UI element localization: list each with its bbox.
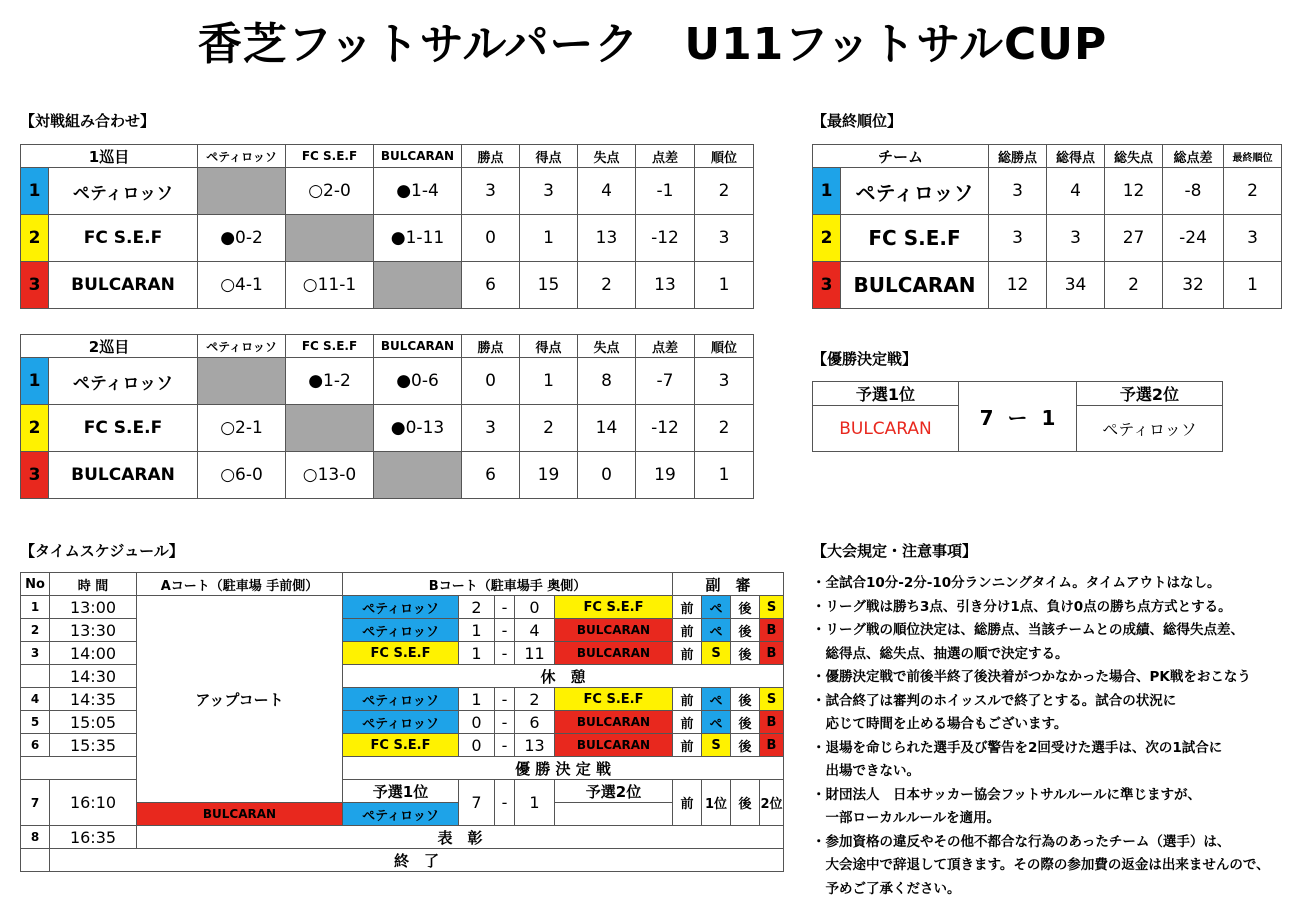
rule-line: 大会途中で辞退して頂きます。その際の参加費の返金は出来ませんので、 [812, 857, 1270, 873]
goal-diff: 19 [636, 452, 695, 499]
rule-line: ・財団法人 日本サッカー協会フットサルルールに準じますが、 [812, 786, 1202, 803]
ref-second: 後 [731, 642, 760, 665]
header-no: No [21, 573, 50, 596]
home-team: ペティロッソ [343, 711, 459, 734]
ref-second: 後 [731, 596, 760, 619]
goals-against: 2 [1105, 262, 1163, 309]
match-result: ○13-0 [286, 452, 374, 499]
final-score [959, 382, 1077, 452]
ref-first: 前 [673, 619, 702, 642]
team-name: BULCARAN [49, 452, 198, 499]
match-time: 15:05 [50, 711, 137, 734]
matches-section-title: 【対戦組み合わせ】 [20, 112, 156, 130]
ref-first-team: S [702, 734, 731, 757]
empty-cell [374, 452, 462, 499]
goal-diff: 32 [1163, 262, 1224, 309]
break-no [21, 665, 50, 688]
goals-against: 14 [578, 405, 636, 452]
match-no: 1 [21, 596, 50, 619]
break-label: 休 憩 [343, 665, 784, 688]
ref-second-team: B [760, 711, 784, 734]
team-number: 2 [21, 405, 49, 452]
table-row [21, 849, 784, 872]
match-time: 16:10 [50, 780, 137, 826]
team-name: BULCARAN [49, 262, 198, 309]
match-time: 13:30 [50, 619, 137, 642]
round1-header-team1: ペティロッソ [198, 145, 286, 168]
home-score: 0 [459, 734, 495, 757]
round2-header-goal-diff: 点差 [636, 335, 695, 358]
ref-first-team: ペ [702, 711, 731, 734]
match-time: 15:35 [50, 734, 137, 757]
table-row [21, 619, 784, 642]
match-time: 16:35 [50, 826, 137, 849]
table-row [21, 452, 754, 499]
goal-diff: -1 [636, 168, 695, 215]
round2-header-goals-against: 失点 [578, 335, 636, 358]
table-row [813, 262, 1282, 309]
home-team: ペティロッソ [343, 688, 459, 711]
empty-cell [374, 262, 462, 309]
rank: 1 [695, 262, 754, 309]
goals-for: 34 [1047, 262, 1105, 309]
match-result: ○2-0 [286, 168, 374, 215]
ref-first: 前 [673, 711, 702, 734]
standings-header-goals-for: 総得点 [1047, 145, 1105, 168]
standings-header-goals-against: 総失点 [1105, 145, 1163, 168]
round2-header-team2: FC S.E.F [286, 335, 374, 358]
goals-against: 27 [1105, 215, 1163, 262]
final-section-label: 優 勝 決 定 戦 [343, 757, 784, 780]
match-result: ●0-13 [374, 405, 462, 452]
away-score: 11 [515, 642, 555, 665]
rule-line: 一部ローカルルールを適用。 [812, 810, 1001, 826]
final-spacer [21, 757, 137, 780]
rules-section-title: 【大会規定・注意事項】 [812, 542, 978, 560]
award-label: 表 彰 [137, 826, 784, 849]
table-row [21, 215, 754, 262]
match-no: 6 [21, 734, 50, 757]
home-score: 1 [459, 642, 495, 665]
round2-header-team3: BULCARAN [374, 335, 462, 358]
match-result: ○11-1 [286, 262, 374, 309]
home-team: ペティロッソ [343, 596, 459, 619]
standings-table [812, 144, 1282, 309]
round2-header-points: 勝点 [462, 335, 520, 358]
away-score: 0 [515, 596, 555, 619]
table-row [21, 711, 784, 734]
header-time: 時 間 [50, 573, 137, 596]
header-referee: 副 審 [673, 573, 784, 596]
score-dash: - [495, 642, 515, 665]
goal-diff: -12 [636, 215, 695, 262]
empty-cell [286, 405, 374, 452]
goals-for: 3 [1047, 215, 1105, 262]
standings-header-points: 総勝点 [989, 145, 1047, 168]
team-number: 2 [813, 215, 841, 262]
rule-line: ・リーグ戦は勝ち3点、引き分け1点、負け0点の勝ち点方式とする。 [812, 598, 1232, 615]
table-row [813, 168, 1282, 215]
rule-line: ・リーグ戦の順位決定は、総勝点、当該チームとの成績、総得失点差、 [812, 622, 1244, 638]
round1-table [20, 144, 754, 309]
round1-header-rank: 順位 [695, 145, 754, 168]
team-name: FC S.E.F [49, 215, 198, 262]
ref-first-team: ペ [702, 619, 731, 642]
rules-list [812, 572, 1270, 901]
round1-header-points: 勝点 [462, 145, 520, 168]
team-name: BULCARAN [841, 262, 989, 309]
empty-cell [198, 168, 286, 215]
match-no: 3 [21, 642, 50, 665]
final-left-team: BULCARAN [813, 406, 959, 452]
final-score-left: 7 [979, 406, 994, 430]
table-row [21, 826, 784, 849]
ref-second: 後 [731, 619, 760, 642]
goals-against: 12 [1105, 168, 1163, 215]
away-score: 13 [515, 734, 555, 757]
score-dash: - [495, 619, 515, 642]
match-result: ○4-1 [198, 262, 286, 309]
goal-diff: -24 [1163, 215, 1224, 262]
score-dash: - [495, 596, 515, 619]
final-match-table [812, 381, 1223, 452]
round1-header-goal-diff: 点差 [636, 145, 695, 168]
table-row [813, 215, 1282, 262]
home-team: ペティロッソ [343, 619, 459, 642]
ref-second-team: B [760, 734, 784, 757]
rank: 1 [695, 452, 754, 499]
team-number: 2 [21, 215, 49, 262]
ref-second-team: 2位 [760, 780, 784, 826]
points: 3 [989, 215, 1047, 262]
goals-against: 2 [578, 262, 636, 309]
home-score: 1 [459, 688, 495, 711]
final-right-label: 予選2位 [1077, 382, 1223, 406]
standings-header-rank: 最終順位 [1224, 145, 1282, 168]
ref-first-team: 1位 [702, 780, 731, 826]
away-score: 2 [515, 688, 555, 711]
page-title: 香芝フットサルパーク U11フットサルCUP [197, 19, 1108, 70]
rank: 3 [1224, 215, 1282, 262]
rule-line: ・退場を命じられた選手及び警告を2回受けた選手は、次の1試合に [812, 739, 1223, 756]
table-row [21, 757, 784, 780]
ref-second: 後 [731, 734, 760, 757]
team-number: 3 [21, 262, 49, 309]
points: 0 [462, 215, 520, 262]
ref-second: 後 [731, 711, 760, 734]
home-score: 7 [459, 780, 495, 826]
final-match-section-title: 【優勝決定戦】 [812, 350, 918, 368]
away-score: 4 [515, 619, 555, 642]
table-row [21, 405, 754, 452]
ref-second: 後 [731, 780, 760, 826]
round1-header-goals-against: 失点 [578, 145, 636, 168]
round1-header-team2: FC S.E.F [286, 145, 374, 168]
table-row [21, 780, 784, 803]
ref-second: 後 [731, 688, 760, 711]
goals-for: 1 [520, 215, 578, 262]
final-qual2-team: ペティロッソ [343, 803, 459, 826]
match-result: ●0-2 [198, 215, 286, 262]
rule-line: 出場できない。 [812, 763, 920, 779]
goals-for: 19 [520, 452, 578, 499]
table-row [21, 168, 754, 215]
match-result: ○6-0 [198, 452, 286, 499]
rule-line: 応じて時間を止める場合もございます。 [812, 716, 1068, 732]
goals-for: 1 [520, 358, 578, 405]
table-row [21, 262, 754, 309]
team-name: FC S.E.F [841, 215, 989, 262]
match-time: 13:00 [50, 596, 137, 619]
final-score-right: 1 [1041, 406, 1056, 430]
table-row [21, 688, 784, 711]
rank: 2 [695, 405, 754, 452]
points: 0 [462, 358, 520, 405]
team-number: 1 [21, 358, 49, 405]
standings-header-team: チーム [813, 145, 989, 168]
final-score-dash: ー [1007, 406, 1028, 430]
match-result: ●0-6 [374, 358, 462, 405]
points: 3 [462, 168, 520, 215]
points: 3 [989, 168, 1047, 215]
away-score: 1 [515, 780, 555, 826]
goals-against: 0 [578, 452, 636, 499]
standings-header-goal-diff: 総点差 [1163, 145, 1224, 168]
empty-cell [198, 358, 286, 405]
ref-first: 前 [673, 780, 702, 826]
points: 12 [989, 262, 1047, 309]
ref-first-team: S [702, 642, 731, 665]
final-rank-section-title: 【最終順位】 [812, 112, 903, 130]
goal-diff: -8 [1163, 168, 1224, 215]
goals-for: 3 [520, 168, 578, 215]
points: 6 [462, 452, 520, 499]
final-qual1-team: BULCARAN [137, 803, 343, 826]
empty-cell [286, 215, 374, 262]
away-score: 6 [515, 711, 555, 734]
round2-header-team1: ペティロッソ [198, 335, 286, 358]
break-time: 14:30 [50, 665, 137, 688]
goals-for: 15 [520, 262, 578, 309]
goal-diff: -12 [636, 405, 695, 452]
a-court-label: アップコート [137, 596, 343, 803]
team-name: ペティロッソ [49, 168, 198, 215]
home-score: 2 [459, 596, 495, 619]
rank: 1 [1224, 262, 1282, 309]
round1-header-goals-for: 得点 [520, 145, 578, 168]
score-dash: - [495, 688, 515, 711]
match-no: 5 [21, 711, 50, 734]
final-qual1-label: 予選1位 [343, 780, 459, 803]
ref-first: 前 [673, 642, 702, 665]
round1-header-team3: BULCARAN [374, 145, 462, 168]
match-result: ●1-2 [286, 358, 374, 405]
rule-line: ・参加資格の違反やその他不都合な行為のあったチーム（選手）は、 [812, 833, 1231, 850]
away-team: FC S.E.F [555, 688, 673, 711]
ref-first-team: ペ [702, 596, 731, 619]
goals-against: 8 [578, 358, 636, 405]
match-no: 4 [21, 688, 50, 711]
team-name: ペティロッソ [841, 168, 989, 215]
table-row [21, 358, 754, 405]
final-qual2-label: 予選2位 [555, 780, 673, 803]
round1-header-label: 1巡目 [21, 145, 198, 168]
round2-header-rank: 順位 [695, 335, 754, 358]
rank: 3 [695, 215, 754, 262]
goal-diff: 13 [636, 262, 695, 309]
away-team: BULCARAN [555, 711, 673, 734]
end-label: 終 了 [50, 849, 784, 872]
away-team: FC S.E.F [555, 596, 673, 619]
ref-first: 前 [673, 596, 702, 619]
home-score: 1 [459, 619, 495, 642]
team-number: 1 [21, 168, 49, 215]
ref-second-team: S [760, 596, 784, 619]
match-result: ●1-4 [374, 168, 462, 215]
goals-against: 4 [578, 168, 636, 215]
final-left-label: 予選1位 [813, 382, 959, 406]
away-team: BULCARAN [555, 619, 673, 642]
match-no: 2 [21, 619, 50, 642]
match-time: 14:35 [50, 688, 137, 711]
end-spacer [21, 849, 50, 872]
schedule-table [20, 572, 784, 872]
ref-second-team: S [760, 688, 784, 711]
rule-line: 予めご了承ください。 [812, 880, 961, 897]
points: 3 [462, 405, 520, 452]
table-row [21, 734, 784, 757]
rule-line: ・試合終了は審判のホイッスルで終了とする。試合の状況に [812, 692, 1177, 709]
score-dash: - [495, 780, 515, 826]
home-team: FC S.E.F [343, 642, 459, 665]
ref-first-team: ペ [702, 688, 731, 711]
rule-line: ・優勝決定戦で前後半終了後決着がつかなかった場合、PK戦をおこなう [812, 669, 1251, 685]
match-no: 8 [21, 826, 50, 849]
round2-header-label: 2巡目 [21, 335, 198, 358]
team-name: ペティロッソ [49, 358, 198, 405]
match-no: 7 [21, 780, 50, 826]
team-name: FC S.E.F [49, 405, 198, 452]
home-score: 0 [459, 711, 495, 734]
schedule-section-title: 【タイムスケジュール】 [20, 542, 184, 560]
goal-diff: -7 [636, 358, 695, 405]
score-dash: - [495, 711, 515, 734]
rank: 3 [695, 358, 754, 405]
final-right-team: ペティロッソ [1077, 406, 1223, 452]
round2-table [20, 334, 754, 499]
header-a-court: Aコート（駐車場 手前側） [137, 573, 343, 596]
away-team: BULCARAN [555, 734, 673, 757]
match-result: ●1-11 [374, 215, 462, 262]
ref-first: 前 [673, 734, 702, 757]
rule-line: 総得点、総失点、抽選の順で決定する。 [812, 645, 1069, 662]
table-row [21, 642, 784, 665]
goals-for: 4 [1047, 168, 1105, 215]
team-number: 1 [813, 168, 841, 215]
home-team: FC S.E.F [343, 734, 459, 757]
points: 6 [462, 262, 520, 309]
match-time: 14:00 [50, 642, 137, 665]
ref-second-team: B [760, 619, 784, 642]
header-b-court: Bコート（駐車場手 奥側） [343, 573, 673, 596]
match-result: ○2-1 [198, 405, 286, 452]
team-number: 3 [21, 452, 49, 499]
rule-line: ・全試合10分-2分-10分ランニングタイム。タイムアウトはなし。 [812, 575, 1221, 591]
score-dash: - [495, 734, 515, 757]
ref-first: 前 [673, 688, 702, 711]
ref-second-team: B [760, 642, 784, 665]
rank: 2 [695, 168, 754, 215]
goals-for: 2 [520, 405, 578, 452]
rank: 2 [1224, 168, 1282, 215]
goals-against: 13 [578, 215, 636, 262]
table-row [21, 596, 784, 619]
away-team: BULCARAN [555, 642, 673, 665]
table-row [21, 665, 784, 688]
team-number: 3 [813, 262, 841, 309]
round2-header-goals-for: 得点 [520, 335, 578, 358]
